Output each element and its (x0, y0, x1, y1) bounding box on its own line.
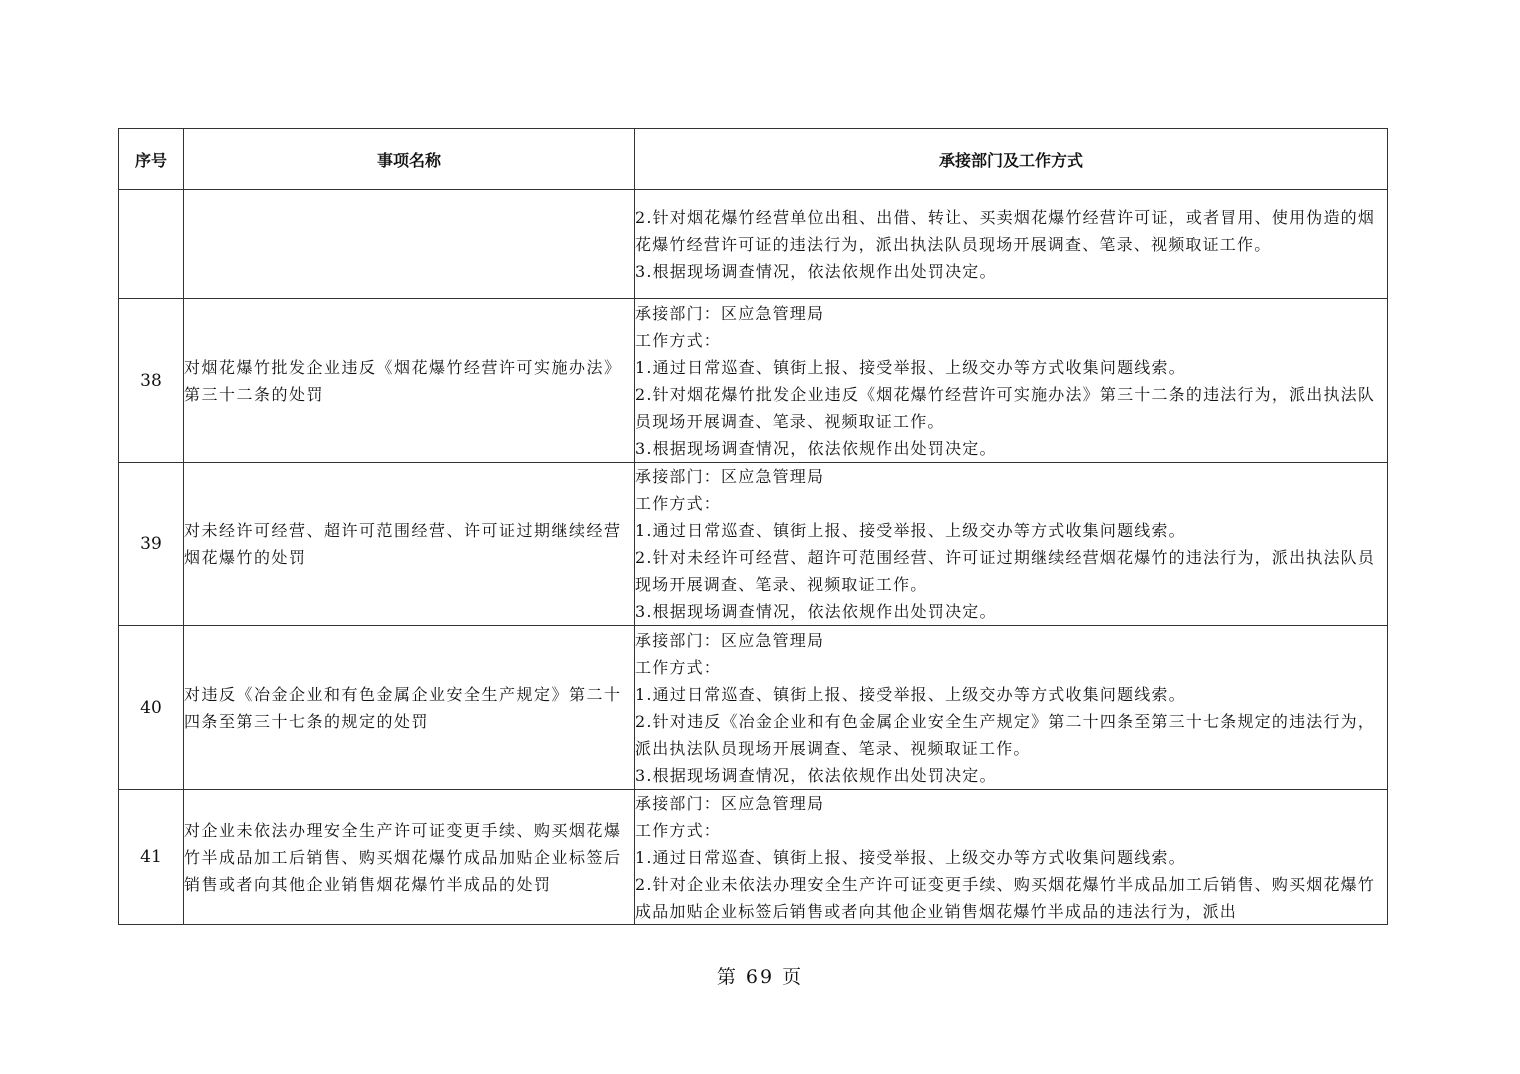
row-name: 对企业未依法办理安全生产许可证变更手续、购买烟花爆竹半成品加工后销售、购买烟花爆竹成品加贴企业标签后销售或者向其他企业销售烟花爆竹半成品的处罚 (184, 790, 635, 925)
row-seq: 38 (119, 299, 184, 463)
items-table (118, 128, 1388, 925)
method-label: 工作方式： (635, 494, 722, 513)
row-name (184, 190, 635, 299)
method-dept: 承接部门：区应急管理局 (635, 303, 825, 323)
row-seq: 40 (119, 626, 184, 790)
method-line: 1.通过日常巡查、镇街上报、接受举报、上级交办等方式收集问题线索。 (635, 684, 1186, 704)
row-method (635, 790, 1388, 925)
table-header-row (119, 129, 1388, 190)
table-row (119, 626, 1388, 790)
method-line: 2.针对烟花爆竹批发企业违反《烟花爆竹经营许可实施办法》第三十二条的违法行为，派出执法队员现场开展调查、笔录、视频取证工作。 (635, 384, 1376, 431)
method-line: 3.根据现场调查情况，依法依规作出处罚决定。 (635, 602, 997, 621)
table-row (119, 790, 1388, 925)
row-seq: 39 (119, 463, 184, 626)
method-label: 工作方式： (635, 821, 722, 840)
row-seq: 41 (119, 790, 184, 925)
method-line: 2.针对企业未依法办理安全生产许可证变更手续、购买烟花爆竹半成品加工后销售、购买烟花爆竹成品加贴企业标签后销售或者向其他企业销售烟花爆竹半成品的违法行为，派出 (635, 875, 1376, 921)
table-row (119, 299, 1388, 463)
method-line: 3.根据现场调查情况，依法依规作出处罚决定。 (635, 261, 997, 281)
method-line: 1.通过日常巡查、镇街上报、接受举报、上级交办等方式收集问题线索。 (635, 521, 1186, 540)
header-seq: 序号 (119, 129, 184, 190)
row-name: 对烟花爆竹批发企业违反《烟花爆竹经营许可实施办法》第三十二条的处罚 (184, 299, 635, 463)
table-row (119, 463, 1388, 626)
header-method: 承接部门及工作方式 (635, 129, 1388, 190)
row-method (635, 463, 1388, 626)
row-method (635, 190, 1388, 299)
method-dept: 承接部门：区应急管理局 (635, 794, 825, 813)
method-dept: 承接部门：区应急管理局 (635, 630, 825, 650)
header-name: 事项名称 (184, 129, 635, 190)
method-line: 1.通过日常巡查、镇街上报、接受举报、上级交办等方式收集问题线索。 (635, 848, 1186, 867)
table-row (119, 190, 1388, 299)
page-number: 第 69 页 (716, 966, 804, 988)
method-label: 工作方式： (635, 330, 722, 350)
row-name: 对未经许可经营、超许可范围经营、许可证过期继续经营烟花爆竹的处罚 (184, 463, 635, 626)
method-dept: 承接部门：区应急管理局 (635, 467, 825, 486)
method-line: 3.根据现场调查情况，依法依规作出处罚决定。 (635, 765, 997, 785)
row-seq (119, 190, 184, 299)
row-method (635, 299, 1388, 463)
method-line: 1.通过日常巡查、镇街上报、接受举报、上级交办等方式收集问题线索。 (635, 357, 1186, 377)
method-label: 工作方式： (635, 657, 722, 677)
method-line: 2.针对未经许可经营、超许可范围经营、许可证过期继续经营烟花爆竹的违法行为，派出执法队员现场开展调查、笔录、视频取证工作。 (635, 548, 1376, 594)
method-line: 2.针对烟花爆竹经营单位出租、出借、转让、买卖烟花爆竹经营许可证，或者冒用、使用伪造的烟花爆竹经营许可证的违法行为，派出执法队员现场开展调查、笔录、视频取证工作。 (635, 207, 1376, 254)
row-name: 对违反《冶金企业和有色金属企业安全生产规定》第二十四条至第三十七条的规定的处罚 (184, 626, 635, 790)
method-line: 3.根据现场调查情况，依法依规作出处罚决定。 (635, 438, 997, 458)
row-method (635, 626, 1388, 790)
method-line: 2.针对违反《冶金企业和有色金属企业安全生产规定》第二十四条至第三十七条规定的违法行为，派出执法队员现场开展调查、笔录、视频取证工作。 (635, 711, 1376, 758)
